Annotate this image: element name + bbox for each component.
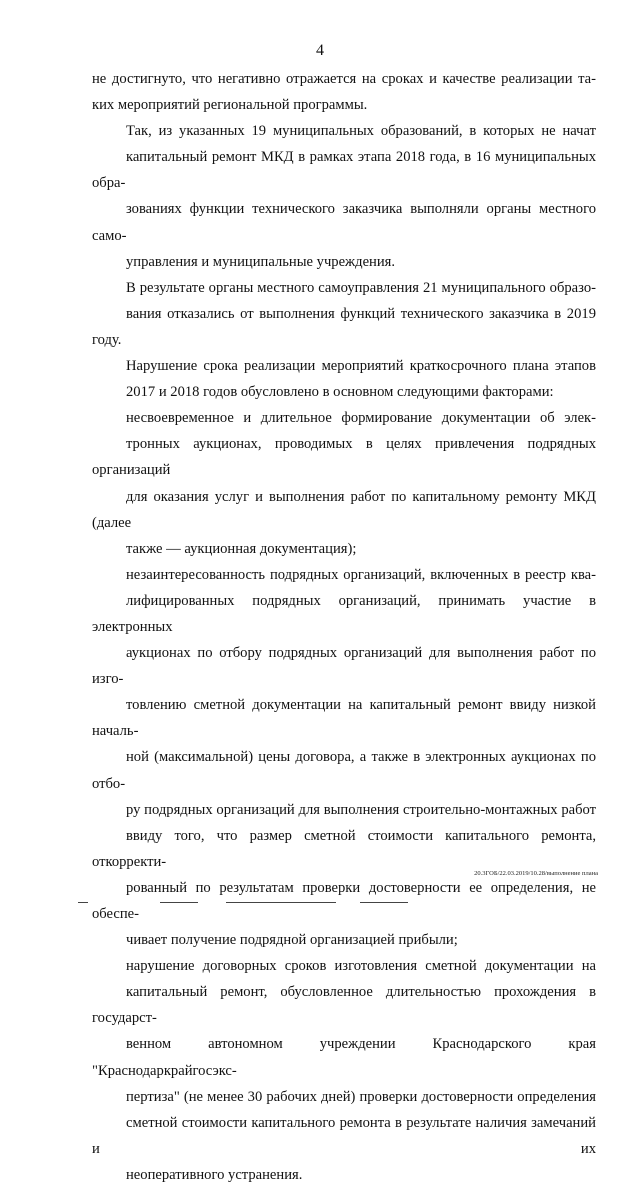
text-line: ких мероприятий региональной программы. [92, 97, 368, 114]
body-text [92, 66, 596, 1188]
text-line: также — аукционная документация); [126, 540, 357, 557]
paragraph-1 [92, 66, 596, 118]
text-line: вания отказались от выполнения функций технического заказчика в 2019 году. [92, 305, 596, 348]
paragraph-3 [92, 275, 596, 353]
text-line: сметной стоимости капитального ремонта в результате наличия замечаний и их [92, 1114, 596, 1157]
text-line: тронных аукционах, проводимых в целях привлечения подрядных организаций [92, 436, 596, 479]
text-line: зованиях функции технического заказчика выполняли органы местного само- [92, 201, 596, 244]
text-line: для оказания услуг и выполнения работ по капитальному ремонту МКД (далее [92, 488, 596, 531]
scan-artifact-line [226, 902, 336, 903]
scan-artifact-line [78, 902, 88, 903]
text-line: несвоевременное и длительное формирование документации об элек- [126, 410, 596, 427]
text-line: управления и муниципальные учреждения. [126, 253, 396, 270]
paragraph-7 [92, 953, 596, 1188]
text-line: ввиду того, что размер сметной стоимости капитального ремонта, откорректи- [92, 827, 596, 870]
text-line: чивает получение подрядной организацией прибыли; [126, 932, 458, 949]
text-line: не достигнуто, что негативно отражается на сроках и качестве реализации та- [92, 71, 596, 87]
text-line: неоперативного устранения. [126, 1166, 303, 1183]
text-line: 2017 и 2018 годов обусловлено в основном следующими факторами: [126, 384, 554, 401]
paragraph-6 [92, 562, 596, 953]
text-line: В результате органы местного самоуправления 21 муниципального образо- [126, 279, 596, 296]
text-line: аукционах по отбору подрядных организаций для выполнения работ по изго- [92, 645, 596, 688]
paragraph-4 [92, 353, 596, 405]
text-line: Так, из указанных 19 муниципальных образований, в которых не начат [126, 123, 596, 140]
text-line: нарушение договорных сроков изготовления сметной документации на [126, 958, 596, 975]
scan-artifact-line [160, 902, 198, 903]
text-line: ной (максимальной) цены договора, а также в электронных аукционах по отбо- [92, 749, 596, 792]
scan-artifact-line [360, 902, 408, 903]
footer-document-code: 20.3ГОБ/22.03.2019/10.28/выполнение плана [474, 870, 598, 877]
text-line: лифицированных подрядных организаций, принимать участие в электронных [92, 592, 596, 635]
text-line: незаинтересованность подрядных организаций, включенных в реестр ква- [126, 566, 596, 583]
paragraph-5 [92, 405, 596, 562]
text-line: товлению сметной документации на капитальный ремонт ввиду низкой началь- [92, 697, 596, 740]
text-line: пертиза" (не менее 30 рабочих дней) проверки достоверности определения [126, 1088, 596, 1105]
text-line: венном автономном учреждении Краснодарского края "Краснодаркрайгосэкс- [92, 1036, 596, 1079]
text-line: рованный по результатам проверки достоверности ее определения, не обеспе- [92, 879, 596, 922]
text-line: Нарушение срока реализации мероприятий краткосрочного плана этапов [126, 358, 596, 375]
text-line: ру подрядных организаций для выполнения строительно-монтажных работ [126, 801, 596, 818]
paragraph-2 [92, 118, 596, 275]
text-line: капитальный ремонт МКД в рамках этапа 2018 года, в 16 муниципальных обра- [92, 149, 596, 192]
text-line: капитальный ремонт, обусловленное длительностью прохождения в государст- [92, 984, 596, 1027]
page-number: 4 [316, 42, 324, 59]
